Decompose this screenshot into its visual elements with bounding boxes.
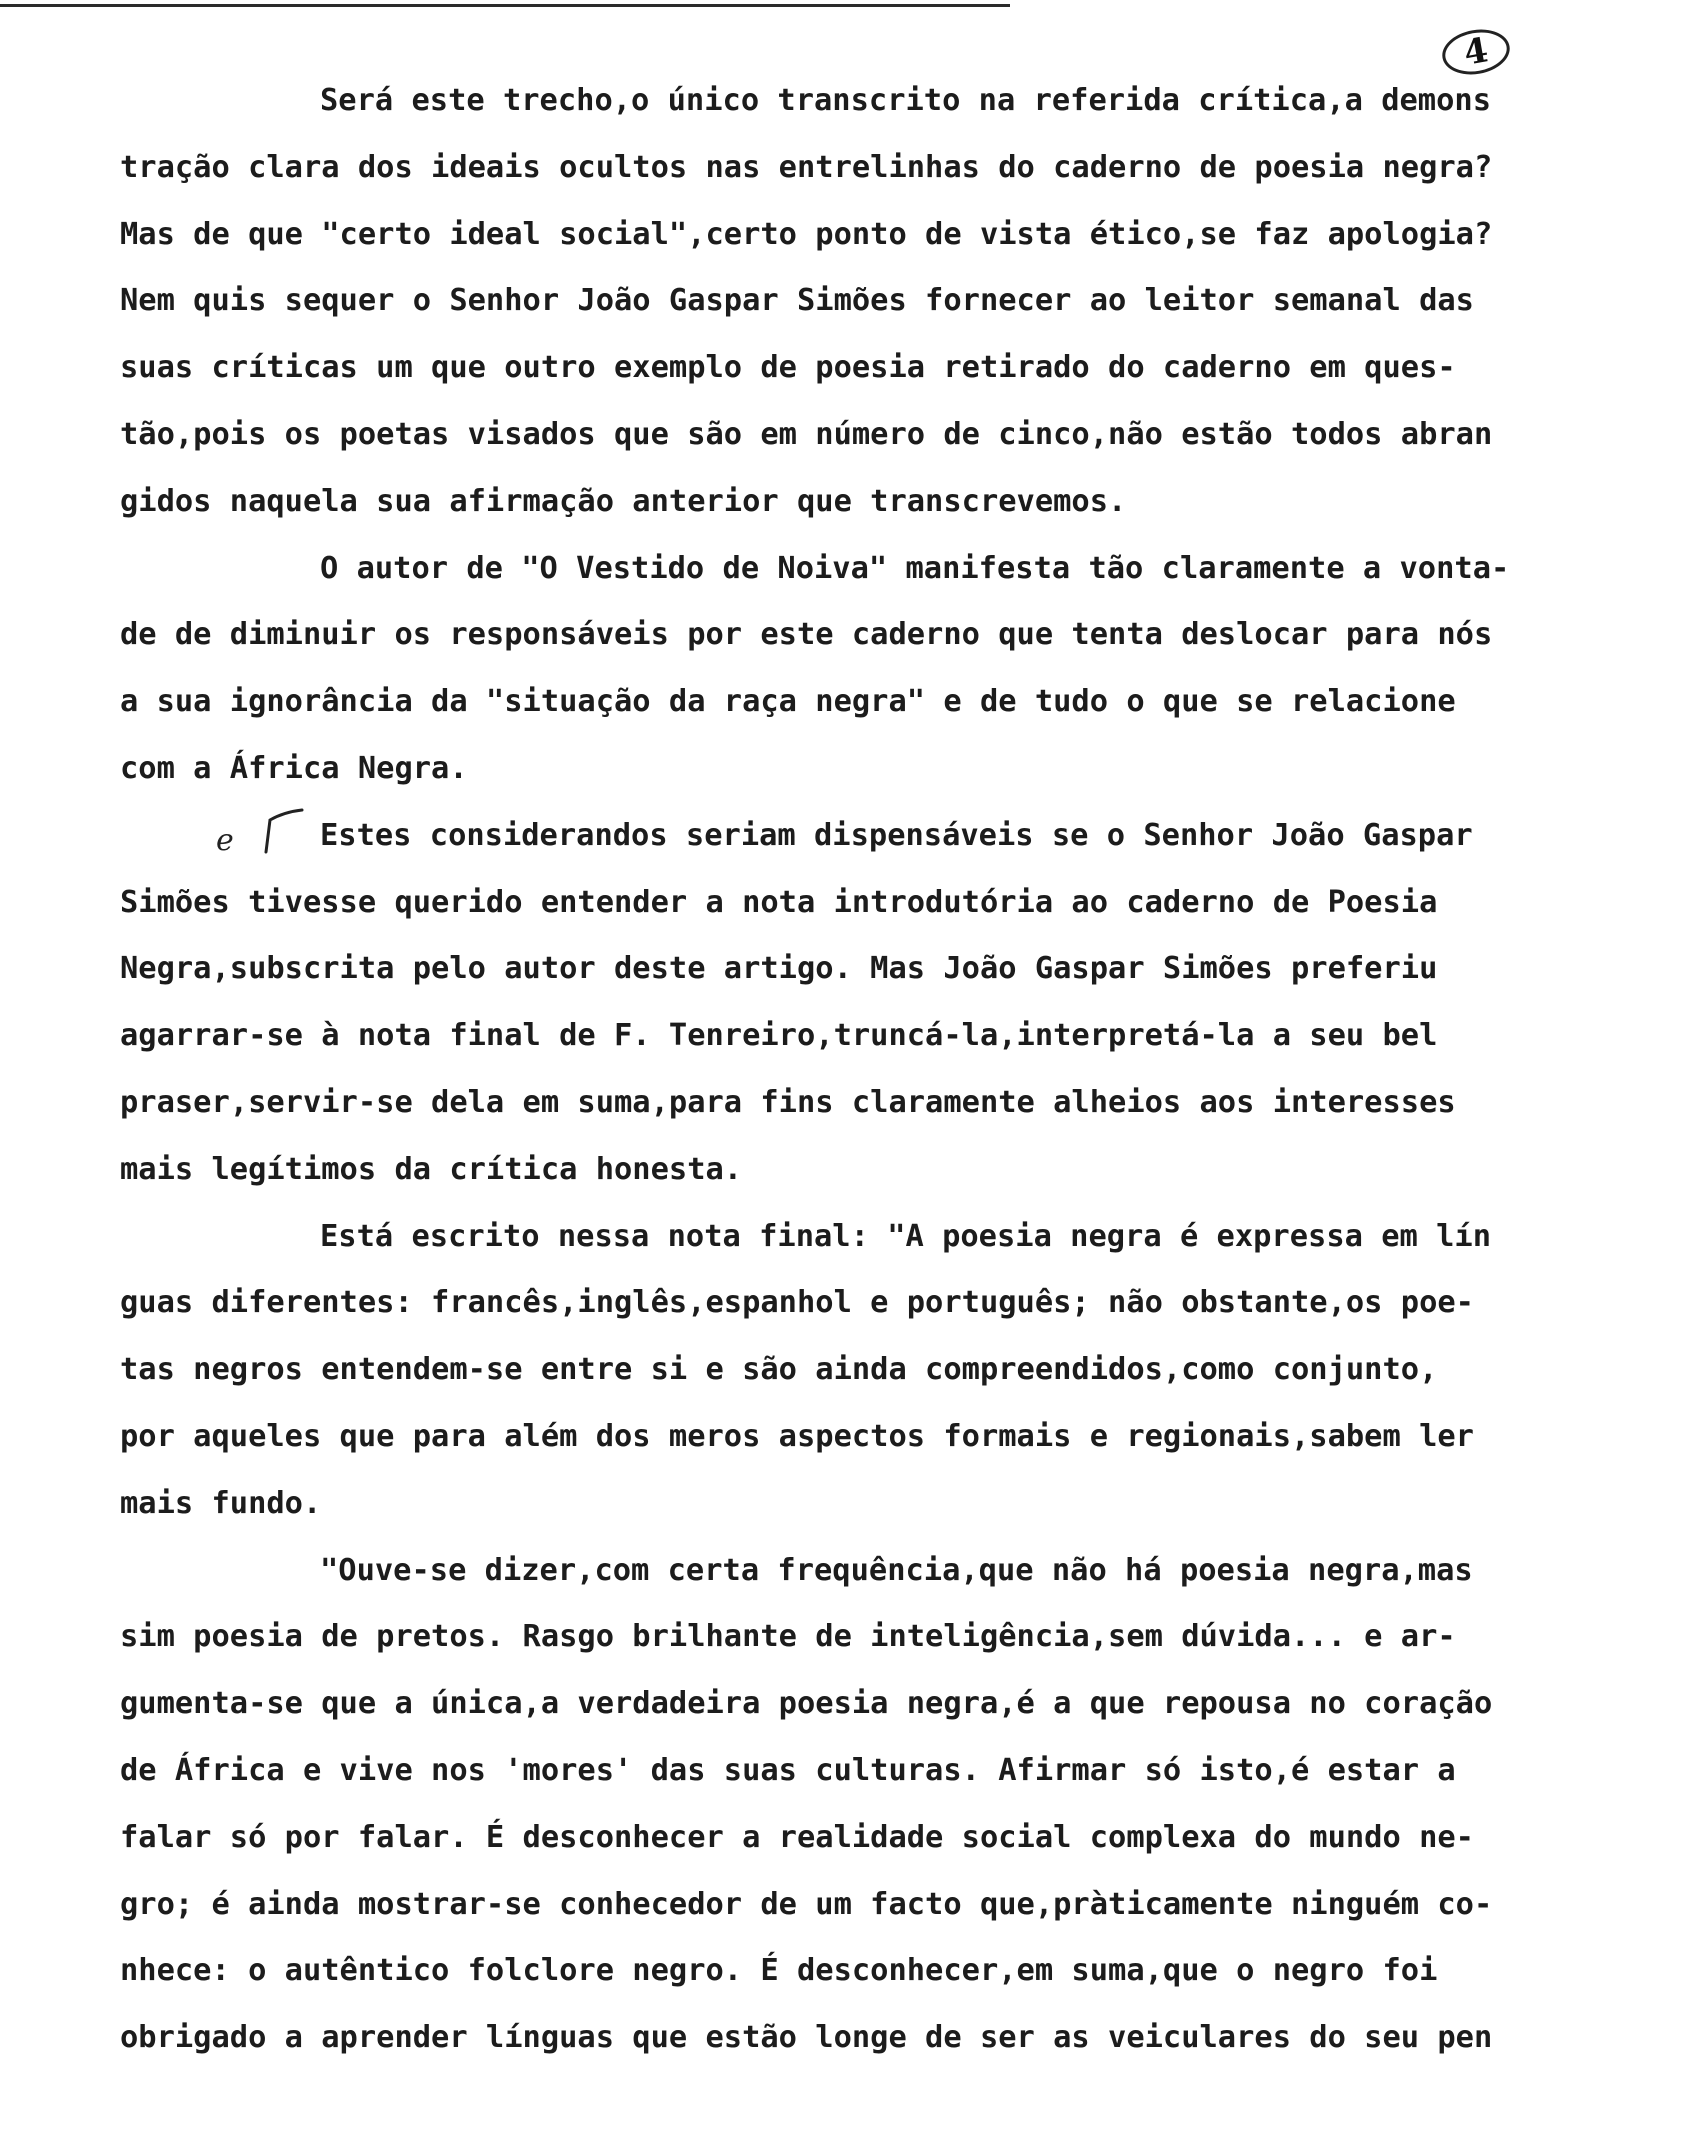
text-line: nhece: o autêntico folclore negro. É desconhecer,em suma,que o negro foi xyxy=(120,1953,1438,1989)
text-line: guas diferentes: francês,inglês,espanhol e português; não obstante,os poe- xyxy=(120,1285,1474,1321)
svg-text:e: e xyxy=(216,823,234,856)
paragraph xyxy=(120,1538,1600,2072)
text-line: Está escrito nessa nota final: "A poesia negra é expressa em lín xyxy=(320,1218,1491,1254)
text-line: de de diminuir os responsáveis por este caderno que tenta deslocar para nós xyxy=(120,617,1493,653)
text-line: mais fundo. xyxy=(120,1485,322,1521)
text-line: falar só por falar. É desconhecer a realidade social complexa do mundo ne- xyxy=(120,1819,1474,1855)
text-line: "Ouve-se dizer,com certa frequência,que não há poesia negra,mas xyxy=(320,1552,1473,1588)
paragraph xyxy=(120,803,1600,1204)
text-line: suas críticas um que outro exemplo de poesia retirado do caderno em ques- xyxy=(120,350,1456,386)
text-line: Estes considerandos seriam dispensáveis se o Senhor João Gaspar xyxy=(320,817,1473,853)
text-line: Negra,subscrita pelo autor deste artigo. Mas João Gaspar Simões preferiu xyxy=(120,951,1438,987)
text-line: agarrar-se à nota final de F. Tenreiro,truncá-la,interpretá-la a seu bel xyxy=(120,1018,1438,1054)
text-line: por aqueles que para além dos meros aspectos formais e regionais,sabem ler xyxy=(120,1418,1474,1454)
text-line: com a África Negra. xyxy=(120,750,468,786)
text-line: gidos naquela sua afirmação anterior que transcrevemos. xyxy=(120,483,1127,519)
text-line: obrigado a aprender línguas que estão longe de ser as veiculares do seu pen xyxy=(120,2020,1493,2056)
text-line: Mas de que "certo ideal social",certo ponto de vista ético,se faz apologia? xyxy=(120,216,1493,252)
page-number: 4 xyxy=(1439,24,1514,79)
text-line: praser,servir-se dela em suma,para fins claramente alheios aos interesses xyxy=(120,1084,1456,1120)
text-line: Será este trecho,o único transcrito na referida crítica,a demons xyxy=(320,83,1491,118)
paragraph xyxy=(120,536,1600,803)
top-rule xyxy=(0,4,1010,7)
text-line: de África e vive nos 'mores' das suas culturas. Afirmar só isto,é estar a xyxy=(120,1752,1456,1788)
text-line: mais legítimos da crítica honesta. xyxy=(120,1151,743,1187)
text-line: sim poesia de pretos. Rasgo brilhante de inteligência,sem dúvida... e ar- xyxy=(120,1619,1456,1655)
text-line: a sua ignorância da "situação da raça negra" e de tudo o que se relacione xyxy=(120,684,1456,720)
text-line: tas negros entendem-se entre si e são ainda compreendidos,como conjunto, xyxy=(120,1352,1438,1388)
text-line: tão,pois os poetas visados que são em número de cinco,não estão todos abran xyxy=(120,416,1493,452)
text-line: Simões tivesse querido entender a nota introdutória ao caderno de Poesia xyxy=(120,884,1438,920)
document-body xyxy=(120,68,1600,2072)
text-line: tração clara dos ideais ocultos nas entrelinhas do caderno de poesia negra? xyxy=(120,149,1493,185)
text-line: O autor de "O Vestido de Noiva" manifesta tão claramente a vonta- xyxy=(320,550,1510,586)
paragraph xyxy=(120,1204,1600,1538)
text-line: gro; é ainda mostrar-se conhecedor de um facto que,pràticamente ninguém co- xyxy=(120,1886,1493,1922)
text-line: gumenta-se que a única,a verdadeira poesia negra,é a que repousa no coração xyxy=(120,1686,1493,1722)
text-line: Nem quis sequer o Senhor João Gaspar Simões fornecer ao leitor semanal das xyxy=(120,283,1474,319)
paragraph xyxy=(120,68,1600,536)
